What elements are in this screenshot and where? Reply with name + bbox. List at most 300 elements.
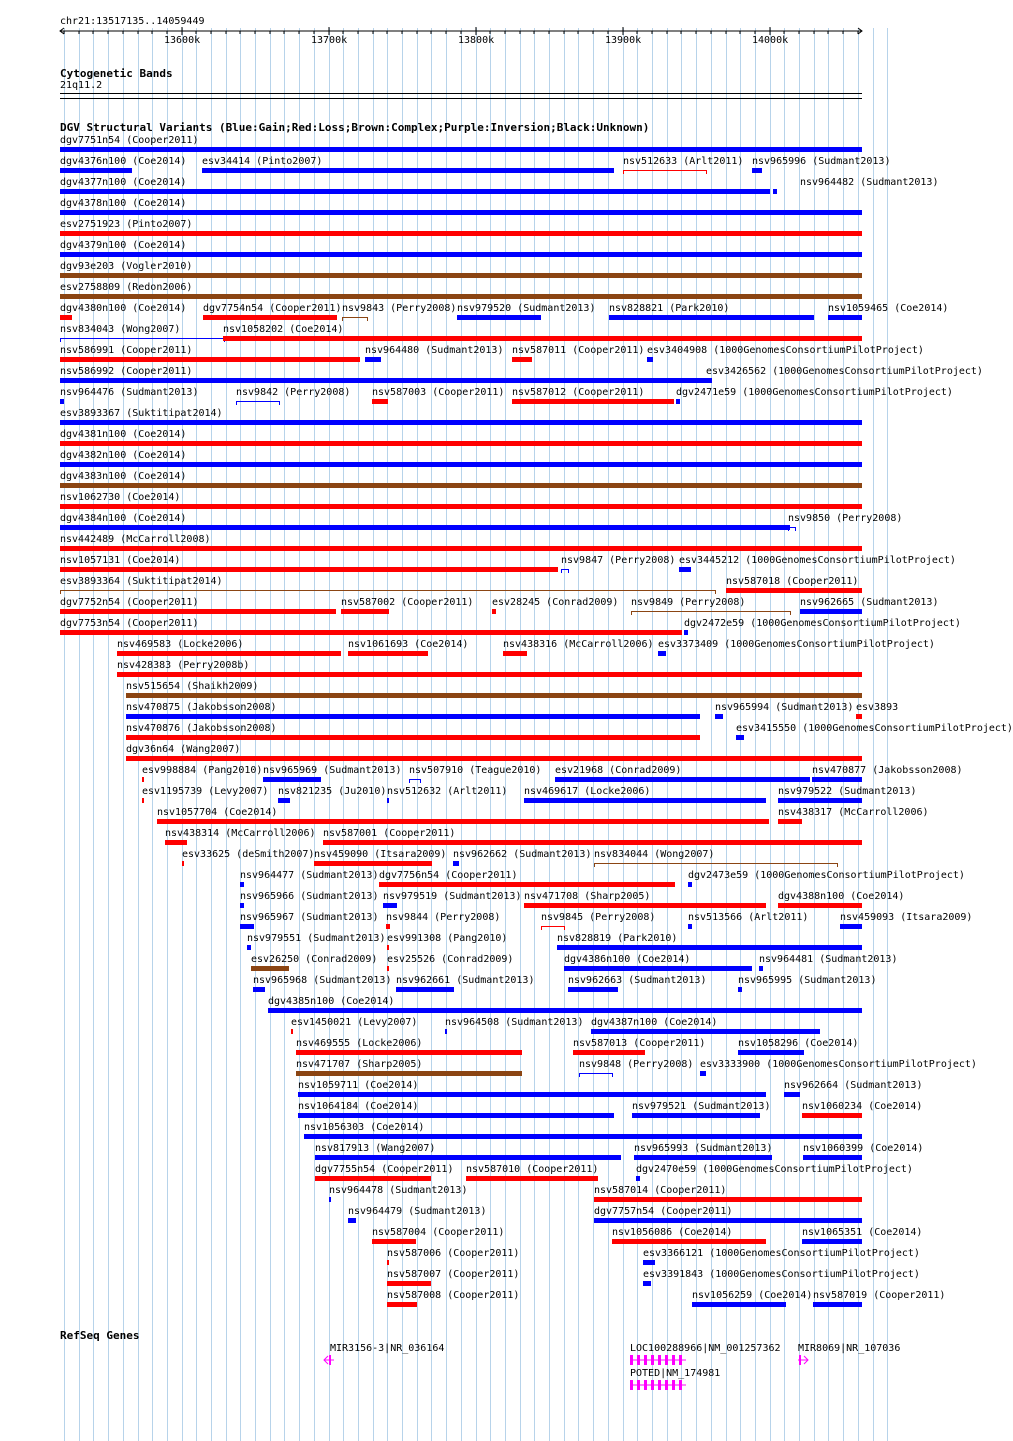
variant-label[interactable]: nsv834043 (Wong2007) <box>60 324 181 335</box>
variant-label[interactable]: dgv93e203 (Vogler2010) <box>60 261 193 272</box>
variant-label[interactable]: esv1450021 (Levy2007) <box>291 1017 418 1028</box>
variant-label[interactable]: esv3391843 (1000GenomesConsortiumPilotProject) <box>643 1269 920 1280</box>
variant-feature-gain[interactable] <box>706 378 712 383</box>
variant-label[interactable]: nsv964476 (Sudmant2013) <box>60 387 199 398</box>
variant-label[interactable]: nsv1059711 (Coe2014) <box>298 1080 419 1091</box>
variant-label[interactable]: nsv965995 (Sudmant2013) <box>738 975 877 986</box>
variant-feature-loss[interactable] <box>372 1239 416 1244</box>
variant-label[interactable]: esv34414 (Pinto2007) <box>202 156 323 167</box>
variant-feature-gain[interactable] <box>643 1281 651 1286</box>
variant-label[interactable]: nsv507910 (Teague2010) <box>409 765 542 776</box>
variant-label[interactable]: dgv36n64 (Wang2007) <box>126 744 241 755</box>
variant-feature-gain[interactable] <box>700 1071 706 1076</box>
variant-label[interactable]: nsv9845 (Perry2008) <box>541 912 656 923</box>
variant-feature-gain[interactable] <box>840 924 862 929</box>
variant-label[interactable]: nsv470875 (Jakobsson2008) <box>126 702 277 713</box>
variant-feature-gain[interactable] <box>736 735 744 740</box>
variant-label[interactable]: nsv979521 (Sudmant2013) <box>632 1101 771 1112</box>
variant-label[interactable]: nsv428383 (Perry2008b) <box>117 660 250 671</box>
variant-feature-loss[interactable] <box>60 504 862 509</box>
variant-label[interactable]: nsv828819 (Park2010) <box>557 933 678 944</box>
variant-feature-loss[interactable] <box>512 399 674 404</box>
refseq-gene-label[interactable]: MIR8069|NR_107036 <box>798 1343 901 1354</box>
variant-feature-gain[interactable] <box>453 861 459 866</box>
variant-feature-loss[interactable] <box>524 903 766 908</box>
variant-label[interactable]: nsv965969 (Sudmant2013) <box>263 765 402 776</box>
variant-label[interactable]: esv26250 (Conrad2009) <box>251 954 378 965</box>
variant-feature-gain[interactable] <box>773 189 777 194</box>
variant-label[interactable]: dgv4383n100 (Coe2014) <box>60 471 187 482</box>
variant-label[interactable]: nsv470876 (Jakobsson2008) <box>126 723 277 734</box>
variant-label[interactable]: nsv587011 (Cooper2011) <box>512 345 645 356</box>
variant-feature-gain[interactable] <box>60 338 225 342</box>
variant-label[interactable]: nsv587019 (Cooper2011) <box>813 1290 946 1301</box>
variant-label[interactable]: dgv4376n100 (Coe2014) <box>60 156 187 167</box>
variant-feature-loss[interactable] <box>348 651 428 656</box>
variant-feature-gain[interactable] <box>636 1176 640 1181</box>
refseq-gene-label[interactable]: MIR3156-3|NR_036164 <box>330 1343 445 1354</box>
variant-feature-loss[interactable] <box>594 1197 862 1202</box>
variant-label[interactable]: nsv1056303 (Coe2014) <box>304 1122 425 1133</box>
variant-feature-gain[interactable] <box>557 945 862 950</box>
variant-label[interactable]: nsv962664 (Sudmant2013) <box>784 1080 923 1091</box>
variant-label[interactable]: dgv7754n54 (Cooper2011) <box>203 303 342 314</box>
variant-label[interactable]: nsv979551 (Sudmant2013) <box>247 933 386 944</box>
variant-feature-gain[interactable] <box>253 987 265 992</box>
variant-label[interactable]: nsv964478 (Sudmant2013) <box>329 1185 468 1196</box>
variant-feature-loss[interactable] <box>157 819 769 824</box>
variant-feature-gain[interactable] <box>643 1260 655 1265</box>
variant-label[interactable]: esv2751923 (Pinto2007) <box>60 219 193 230</box>
variant-feature-loss[interactable] <box>623 170 707 174</box>
variant-feature-complex[interactable] <box>594 863 838 867</box>
variant-label[interactable]: nsv1064184 (Coe2014) <box>298 1101 419 1112</box>
variant-label[interactable]: esv3893367 (Suktitipat2014) <box>60 408 223 419</box>
variant-label[interactable]: nsv817913 (Wang2007) <box>315 1143 436 1154</box>
variant-label[interactable]: nsv469555 (Locke2006) <box>296 1038 423 1049</box>
ruler-tick-label: 13900k <box>605 35 642 46</box>
variant-label[interactable]: nsv471708 (Sharp2005) <box>524 891 651 902</box>
variant-label[interactable]: nsv587008 (Cooper2011) <box>387 1290 520 1301</box>
variant-feature-complex[interactable] <box>251 966 289 971</box>
variant-label[interactable]: nsv587018 (Cooper2011) <box>726 576 859 587</box>
variant-label[interactable]: esv3893 <box>856 702 899 713</box>
variant-feature-gain[interactable] <box>383 903 397 908</box>
refseq-gene-model[interactable] <box>324 1354 338 1366</box>
variant-feature-loss[interactable] <box>117 651 341 656</box>
variant-label[interactable]: nsv965996 (Sudmant2013) <box>752 156 891 167</box>
variant-label[interactable]: dgv4386n100 (Coe2014) <box>564 954 691 965</box>
variant-feature-gain[interactable] <box>298 1113 614 1118</box>
variant-feature-gain[interactable] <box>60 168 132 173</box>
variant-feature-loss[interactable] <box>387 966 389 971</box>
variant-label[interactable]: nsv587010 (Cooper2011) <box>466 1164 599 1175</box>
variant-feature-gain[interactable] <box>555 777 810 782</box>
variant-label[interactable]: nsv1060399 (Coe2014) <box>803 1143 924 1154</box>
variant-label[interactable]: nsv979519 (Sudmant2013) <box>383 891 522 902</box>
cytoband-line-top <box>60 93 862 94</box>
variant-feature-gain[interactable] <box>579 1073 613 1077</box>
variant-feature-loss[interactable] <box>60 567 558 572</box>
variant-feature-gain[interactable] <box>268 1008 862 1013</box>
variant-feature-gain[interactable] <box>632 1113 760 1118</box>
variant-label[interactable]: nsv438314 (McCarroll2006) <box>165 828 316 839</box>
variant-feature-loss[interactable] <box>387 945 389 950</box>
variant-feature-loss[interactable] <box>856 714 862 719</box>
variant-feature-gain[interactable] <box>315 1155 621 1160</box>
variant-label[interactable]: nsv1061693 (Coe2014) <box>348 639 469 650</box>
variant-label[interactable]: nsv979520 (Sudmant2013) <box>457 303 596 314</box>
variant-label[interactable]: nsv1058296 (Coe2014) <box>738 1038 859 1049</box>
grid-line <box>770 28 771 1441</box>
variant-label[interactable]: esv3426562 (1000GenomesConsortiumPilotProject) <box>706 366 983 377</box>
variant-feature-loss[interactable] <box>379 882 675 887</box>
variant-feature-gain[interactable] <box>676 399 680 404</box>
variant-feature-gain[interactable] <box>715 714 723 719</box>
variant-label[interactable]: dgv7752n54 (Cooper2011) <box>60 597 199 608</box>
variant-feature-gain[interactable] <box>813 1302 862 1307</box>
variant-label[interactable]: esv3415550 (1000GenomesConsortiumPilotProject) <box>736 723 1013 734</box>
variant-label[interactable]: nsv965967 (Sudmant2013) <box>240 912 379 923</box>
variant-feature-gain[interactable] <box>679 567 691 572</box>
variant-feature-loss[interactable] <box>126 756 862 761</box>
variant-feature-gain[interactable] <box>304 1134 862 1139</box>
variant-label[interactable]: esv3333900 (1000GenomesConsortiumPilotProject) <box>700 1059 977 1070</box>
grid-line <box>755 28 756 1441</box>
variant-feature-gain[interactable] <box>561 569 569 573</box>
variant-label[interactable]: nsv512633 (Arlt2011) <box>623 156 744 167</box>
variant-label[interactable]: nsv962665 (Sudmant2013) <box>800 597 939 608</box>
variant-feature-loss[interactable] <box>223 336 862 341</box>
variant-label[interactable]: nsv964481 (Sudmant2013) <box>759 954 898 965</box>
variant-feature-gain[interactable] <box>684 630 688 635</box>
variant-feature-gain[interactable] <box>658 651 666 656</box>
variant-feature-loss[interactable] <box>203 315 337 320</box>
variant-label[interactable]: nsv459093 (Itsara2009) <box>840 912 973 923</box>
variant-feature-loss[interactable] <box>802 1113 862 1118</box>
variant-label[interactable]: nsv587013 (Cooper2011) <box>573 1038 706 1049</box>
variant-feature-gain[interactable] <box>803 1155 862 1160</box>
variant-label[interactable]: dgv7753n54 (Cooper2011) <box>60 618 199 629</box>
variant-feature-gain[interactable] <box>445 1029 447 1034</box>
variant-feature-loss[interactable] <box>165 840 187 845</box>
variant-label[interactable]: nsv962663 (Sudmant2013) <box>568 975 707 986</box>
variant-feature-gain[interactable] <box>568 987 618 992</box>
variant-feature-loss[interactable] <box>60 441 862 446</box>
variant-label[interactable]: nsv834044 (Wong2007) <box>594 849 715 860</box>
variant-feature-gain[interactable] <box>778 798 862 803</box>
variant-label[interactable]: nsv828821 (Park2010) <box>609 303 730 314</box>
variant-feature-gain[interactable] <box>240 882 244 887</box>
variant-feature-loss[interactable] <box>296 1050 522 1055</box>
variant-label[interactable]: nsv962662 (Sudmant2013) <box>453 849 592 860</box>
variant-feature-gain[interactable] <box>126 714 700 719</box>
variant-label[interactable]: esv3445212 (1000GenomesConsortiumPilotProject) <box>679 555 956 566</box>
variant-feature-loss[interactable] <box>60 231 862 236</box>
variant-label[interactable]: dgv4382n100 (Coe2014) <box>60 450 187 461</box>
variant-feature-gain[interactable] <box>738 987 742 992</box>
variant-label[interactable]: nsv469617 (Locke2006) <box>524 786 651 797</box>
variant-feature-gain[interactable] <box>365 357 381 362</box>
variant-label[interactable]: dgv2470e59 (1000GenomesConsortiumPilotProject) <box>636 1164 913 1175</box>
variant-feature-gain[interactable] <box>263 777 321 782</box>
variant-feature-gain[interactable] <box>236 401 280 405</box>
variant-label[interactable]: nsv1056086 (Coe2014) <box>612 1227 733 1238</box>
variant-feature-gain[interactable] <box>591 1029 820 1034</box>
variant-label[interactable]: esv2758809 (Redon2006) <box>60 282 193 293</box>
variant-feature-gain[interactable] <box>647 357 653 362</box>
variant-label[interactable]: nsv587004 (Cooper2011) <box>372 1227 505 1238</box>
variant-feature-loss[interactable] <box>387 1302 417 1307</box>
variant-label[interactable]: nsv9847 (Perry2008) <box>561 555 676 566</box>
variant-feature-loss[interactable] <box>492 609 496 614</box>
variant-feature-gain[interactable] <box>348 1218 356 1223</box>
variant-feature-gain[interactable] <box>759 966 763 971</box>
variant-label[interactable]: nsv1062730 (Coe2014) <box>60 492 181 503</box>
variant-label[interactable]: nsv469583 (Locke2006) <box>117 639 244 650</box>
variant-label[interactable]: nsv586991 (Cooper2011) <box>60 345 193 356</box>
variant-feature-gain[interactable] <box>240 924 254 929</box>
variant-feature-gain[interactable] <box>564 966 752 971</box>
variant-label[interactable]: nsv442489 (McCarroll2008) <box>60 534 211 545</box>
variant-label[interactable]: dgv4388n100 (Coe2014) <box>778 891 905 902</box>
variant-label[interactable]: esv3404908 (1000GenomesConsortiumPilotProject) <box>647 345 924 356</box>
variant-feature-gain[interactable] <box>202 168 614 173</box>
variant-feature-gain[interactable] <box>692 1302 786 1307</box>
variant-feature-gain[interactable] <box>247 945 251 950</box>
variant-label[interactable]: dgv4378n100 (Coe2014) <box>60 198 187 209</box>
variant-label[interactable]: nsv1057704 (Coe2014) <box>157 807 278 818</box>
variant-feature-complex[interactable] <box>60 590 716 594</box>
variant-feature-gain[interactable] <box>609 315 814 320</box>
variant-feature-complex[interactable] <box>60 483 862 488</box>
variant-feature-gain[interactable] <box>60 210 862 215</box>
variant-feature-complex[interactable] <box>60 294 862 299</box>
variant-label[interactable]: nsv1059465 (Coe2014) <box>828 303 949 314</box>
variant-label[interactable]: esv33625 (deSmith2007) <box>182 849 315 860</box>
variant-feature-gain[interactable] <box>738 1050 804 1055</box>
variant-label[interactable]: dgv4384n100 (Coe2014) <box>60 513 187 524</box>
variant-label[interactable]: nsv964479 (Sudmant2013) <box>348 1206 487 1217</box>
variant-feature-complex[interactable] <box>631 611 791 615</box>
variant-label[interactable]: nsv962661 (Sudmant2013) <box>396 975 535 986</box>
variant-feature-loss[interactable] <box>503 651 527 656</box>
variant-feature-complex[interactable] <box>60 273 862 278</box>
variant-label[interactable]: nsv1056259 (Coe2014) <box>692 1290 813 1301</box>
variant-feature-gain[interactable] <box>524 798 766 803</box>
variant-feature-gain[interactable] <box>802 1239 862 1244</box>
variant-label[interactable]: nsv965993 (Sudmant2013) <box>634 1143 773 1154</box>
variant-feature-gain[interactable] <box>396 987 454 992</box>
variant-feature-gain[interactable] <box>634 1155 772 1160</box>
variant-feature-loss[interactable] <box>512 357 532 362</box>
variant-label[interactable]: dgv7755n54 (Cooper2011) <box>315 1164 454 1175</box>
variant-feature-gain[interactable] <box>329 1197 331 1202</box>
ruler-tick-label: 13800k <box>458 35 495 46</box>
variant-label[interactable]: dgv4387n100 (Coe2014) <box>591 1017 718 1028</box>
variant-feature-loss[interactable] <box>778 819 802 824</box>
refseq-track-title: RefSeq Genes <box>60 1329 140 1342</box>
variant-label[interactable]: dgv4379n100 (Coe2014) <box>60 240 187 251</box>
variant-feature-gain[interactable] <box>387 798 389 803</box>
variant-label[interactable]: nsv9849 (Perry2008) <box>631 597 746 608</box>
variant-feature-loss[interactable] <box>726 588 862 593</box>
variant-label[interactable]: nsv1060234 (Coe2014) <box>802 1101 923 1112</box>
variant-feature-gain[interactable] <box>60 252 862 257</box>
variant-feature-loss[interactable] <box>291 1029 293 1034</box>
variant-label[interactable]: nsv470877 (Jakobsson2008) <box>812 765 963 776</box>
variant-label[interactable]: nsv965966 (Sudmant2013) <box>240 891 379 902</box>
variant-label[interactable]: esv25526 (Conrad2009) <box>387 954 514 965</box>
variant-label[interactable]: esv3893364 (Suktitipat2014) <box>60 576 223 587</box>
variant-feature-gain[interactable] <box>752 168 762 173</box>
variant-label[interactable]: dgv4377n100 (Coe2014) <box>60 177 187 188</box>
variant-label[interactable]: nsv438317 (McCarroll2006) <box>778 807 929 818</box>
variant-feature-loss[interactable] <box>341 609 389 614</box>
variant-feature-complex[interactable] <box>342 317 368 321</box>
variant-label[interactable]: dgv7756n54 (Cooper2011) <box>379 870 518 881</box>
variant-feature-loss[interactable] <box>117 672 862 677</box>
variant-label[interactable]: nsv587001 (Cooper2011) <box>323 828 456 839</box>
variant-feature-loss[interactable] <box>126 735 700 740</box>
variant-feature-loss[interactable] <box>323 840 862 845</box>
variant-feature-gain[interactable] <box>594 1218 862 1223</box>
refseq-gene-label[interactable]: POTED|NM_174981 <box>630 1368 721 1379</box>
variant-label[interactable]: nsv459090 (Itsara2009) <box>314 849 447 860</box>
variant-label[interactable]: esv1195739 (Levy2007) <box>142 786 269 797</box>
variant-feature-loss[interactable] <box>60 315 72 320</box>
variant-label[interactable]: nsv587012 (Cooper2011) <box>512 387 645 398</box>
variant-feature-gain[interactable] <box>812 777 862 782</box>
variant-feature-complex[interactable] <box>126 693 862 698</box>
variant-label[interactable]: nsv512632 (Arlt2011) <box>387 786 508 797</box>
variant-label[interactable]: nsv1058202 (Coe2014) <box>223 324 344 335</box>
variant-label[interactable]: nsv9850 (Perry2008) <box>788 513 903 524</box>
variant-label[interactable]: dgv7757n54 (Cooper2011) <box>594 1206 733 1217</box>
variant-label[interactable]: dgv4381n100 (Coe2014) <box>60 429 187 440</box>
variant-feature-loss[interactable] <box>60 630 682 635</box>
variant-label[interactable]: nsv979522 (Sudmant2013) <box>778 786 917 797</box>
variant-label[interactable]: esv3373409 (1000GenomesConsortiumPilotProject) <box>658 639 935 650</box>
variant-feature-loss[interactable] <box>541 926 565 930</box>
variant-feature-loss[interactable] <box>387 1281 431 1286</box>
variant-label[interactable]: nsv1057131 (Coe2014) <box>60 555 181 566</box>
refseq-gene-model[interactable] <box>798 1354 812 1366</box>
variant-label[interactable]: nsv964477 (Sudmant2013) <box>240 870 379 881</box>
variant-label[interactable]: dgv2472e59 (1000GenomesConsortiumPilotProject) <box>684 618 961 629</box>
variant-label[interactable]: esv28245 (Conrad2009) <box>492 597 619 608</box>
variant-feature-gain[interactable] <box>60 399 64 404</box>
variant-feature-gain[interactable] <box>60 189 770 194</box>
variant-label[interactable]: nsv587003 (Cooper2011) <box>372 387 505 398</box>
variant-feature-gain[interactable] <box>60 525 790 530</box>
variant-feature-loss[interactable] <box>60 546 862 551</box>
variant-label[interactable]: dgv2471e59 (1000GenomesConsortiumPilotProject) <box>676 387 953 398</box>
variant-feature-gain[interactable] <box>409 779 421 783</box>
cytoband-track-title: Cytogenetic Bands <box>60 67 173 80</box>
variant-feature-loss[interactable] <box>612 1239 766 1244</box>
variant-feature-gain[interactable] <box>800 609 862 614</box>
variant-feature-gain[interactable] <box>784 1092 800 1097</box>
variant-feature-loss[interactable] <box>573 1050 645 1055</box>
variant-label[interactable]: nsv9848 (Perry2008) <box>579 1059 694 1070</box>
variant-label[interactable]: dgv4385n100 (Coe2014) <box>268 996 395 1007</box>
variant-feature-loss[interactable] <box>372 399 388 404</box>
region-label: chr21:13517135..14059449 <box>60 16 205 27</box>
variant-feature-loss[interactable] <box>60 609 336 614</box>
variant-label[interactable]: nsv587014 (Cooper2011) <box>594 1185 727 1196</box>
variant-label[interactable]: nsv513566 (Arlt2011) <box>688 912 809 923</box>
variant-feature-gain[interactable] <box>240 903 244 908</box>
cytoband-label[interactable]: 21q11.2 <box>60 80 103 91</box>
variant-feature-gain[interactable] <box>828 315 862 320</box>
variant-feature-loss[interactable] <box>315 1176 431 1181</box>
variant-label[interactable]: nsv821235 (Ju2010) <box>278 786 387 797</box>
variant-feature-loss[interactable] <box>182 861 184 866</box>
variant-label[interactable]: esv991308 (Pang2010) <box>387 933 508 944</box>
ruler-tick-label: 13600k <box>164 35 201 46</box>
variant-feature-complex[interactable] <box>296 1071 522 1076</box>
variant-label[interactable]: dgv4380n100 (Coe2014) <box>60 303 187 314</box>
variant-feature-loss[interactable] <box>142 777 144 782</box>
variant-label[interactable]: nsv587007 (Cooper2011) <box>387 1269 520 1280</box>
variant-feature-gain[interactable] <box>60 462 862 467</box>
refseq-gene-model[interactable] <box>630 1379 690 1391</box>
variant-feature-loss[interactable] <box>466 1176 598 1181</box>
variant-label[interactable]: dgv7751n54 (Cooper2011) <box>60 135 199 146</box>
variant-label[interactable]: nsv964480 (Sudmant2013) <box>365 345 504 356</box>
variant-feature-gain[interactable] <box>688 924 692 929</box>
variant-feature-loss[interactable] <box>142 798 144 803</box>
variant-label[interactable]: nsv9843 (Perry2008) <box>342 303 457 314</box>
variant-feature-loss[interactable] <box>386 924 390 929</box>
variant-label[interactable]: nsv964508 (Sudmant2013) <box>445 1017 584 1028</box>
ruler-tick-label: 13700k <box>311 35 348 46</box>
variant-label[interactable]: esv21968 (Conrad2009) <box>555 765 682 776</box>
refseq-gene-label[interactable]: LOC100288966|NM_001257362 <box>630 1343 781 1354</box>
variant-feature-loss[interactable] <box>60 357 360 362</box>
variant-feature-loss[interactable] <box>314 861 432 866</box>
variant-label[interactable]: nsv965994 (Sudmant2013) <box>715 702 854 713</box>
variant-feature-gain[interactable] <box>60 420 862 425</box>
variant-feature-loss[interactable] <box>387 1260 389 1265</box>
variant-feature-gain[interactable] <box>278 798 290 803</box>
variant-feature-gain[interactable] <box>457 315 541 320</box>
variant-label[interactable]: nsv586992 (Cooper2011) <box>60 366 193 377</box>
variant-feature-gain[interactable] <box>788 527 796 531</box>
refseq-gene-model[interactable] <box>630 1354 690 1366</box>
variant-label[interactable]: nsv438316 (McCarroll2006) <box>503 639 654 650</box>
variant-label[interactable]: nsv9844 (Perry2008) <box>386 912 501 923</box>
variant-label[interactable]: esv3366121 (1000GenomesConsortiumPilotProject) <box>643 1248 920 1259</box>
variant-feature-gain[interactable] <box>60 378 708 383</box>
variant-label[interactable]: nsv1065351 (Coe2014) <box>802 1227 923 1238</box>
variant-label[interactable]: nsv964482 (Sudmant2013) <box>800 177 939 188</box>
variant-label[interactable]: nsv965968 (Sudmant2013) <box>253 975 392 986</box>
variant-label[interactable]: nsv587006 (Cooper2011) <box>387 1248 520 1259</box>
dgv-track-title: DGV Structural Variants (Blue:Gain;Red:Loss;Brown:Complex;Purple:Inversion;Black:Unknown) <box>60 121 650 134</box>
variant-feature-loss[interactable] <box>778 903 862 908</box>
variant-label[interactable]: nsv515654 (Shaikh2009) <box>126 681 259 692</box>
variant-label[interactable]: nsv587002 (Cooper2011) <box>341 597 474 608</box>
variant-feature-gain[interactable] <box>60 147 862 152</box>
variant-label[interactable]: dgv2473e59 (1000GenomesConsortiumPilotProject) <box>688 870 965 881</box>
variant-feature-gain[interactable] <box>688 882 692 887</box>
variant-label[interactable]: nsv471707 (Sharp2005) <box>296 1059 423 1070</box>
variant-label[interactable]: nsv9842 (Perry2008) <box>236 387 351 398</box>
variant-label[interactable]: esv998884 (Pang2010) <box>142 765 263 776</box>
variant-feature-gain[interactable] <box>298 1092 766 1097</box>
